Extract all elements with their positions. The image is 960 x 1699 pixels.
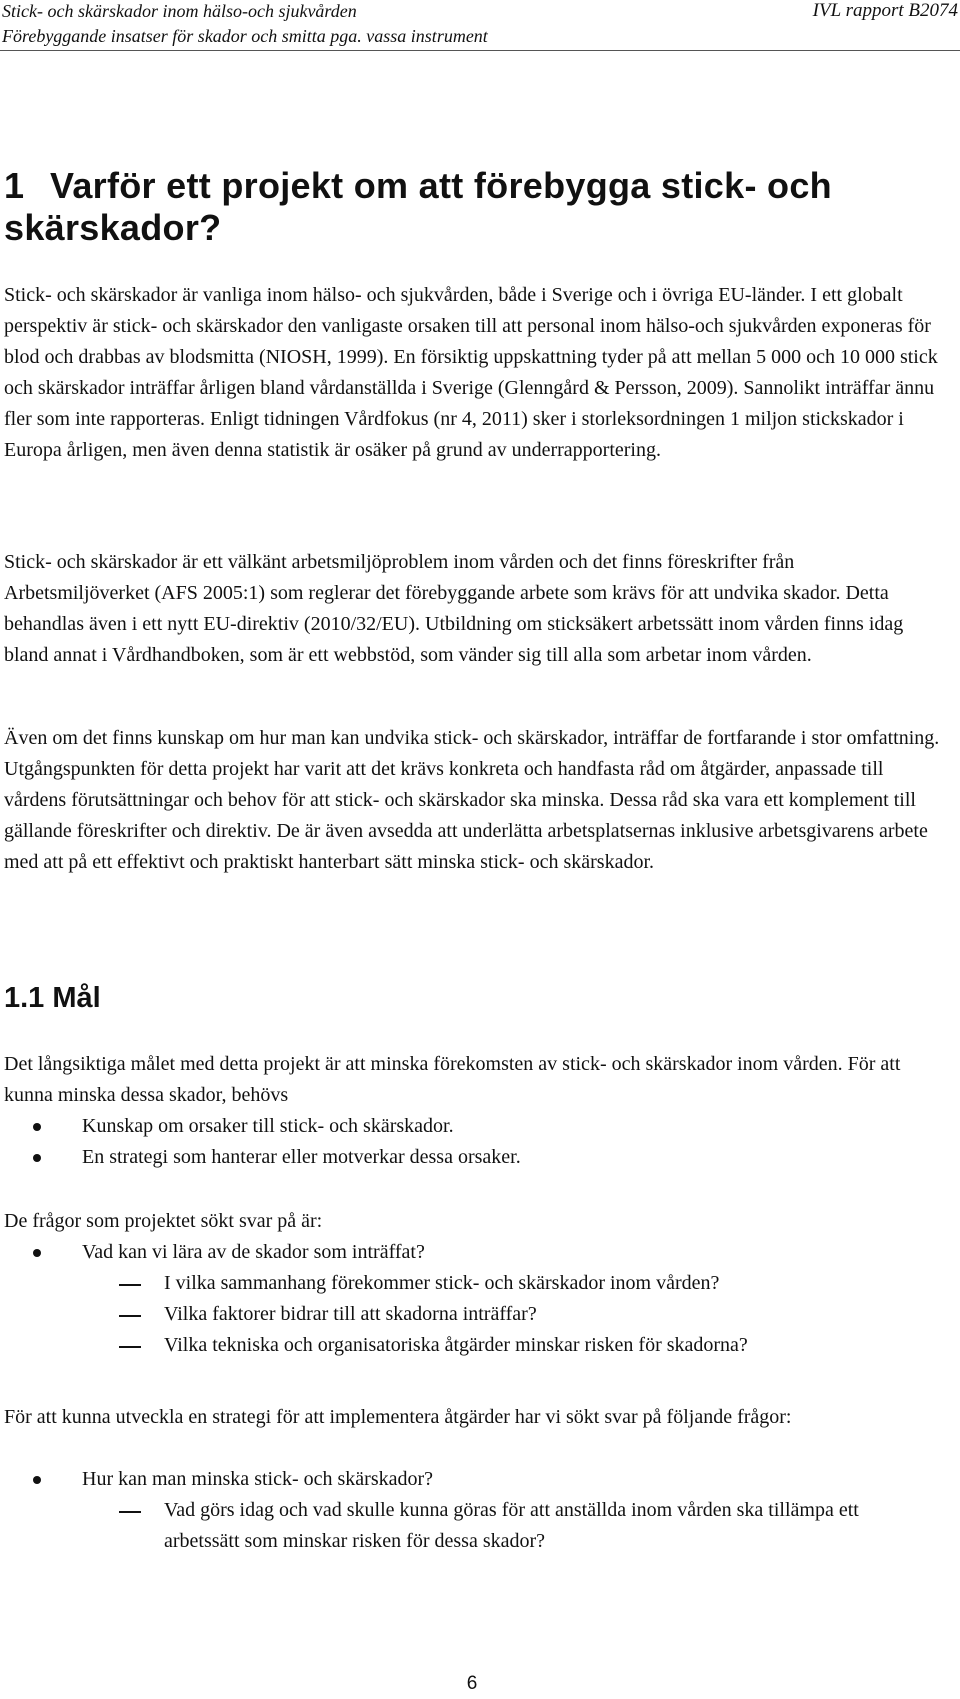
dash-icon (119, 1284, 141, 1286)
sub-list-item (82, 1495, 942, 1557)
strategy-list (4, 1464, 942, 1557)
goal-paragraph: Det långsiktiga målet med detta projekt är att minska förekomsten av stick- och skärskador inom vården. För att kunna minska dessa skador, behövs (4, 1053, 901, 1106)
page-number: 6 (466, 1673, 478, 1694)
list-item (4, 1237, 942, 1361)
dash-icon (119, 1511, 141, 1513)
sub-list-item (82, 1330, 942, 1361)
questions-list (4, 1237, 942, 1361)
sub-list-item-text: Vilka tekniska och organisatoriska åtgärder minskar risken för skadorna? (164, 1334, 748, 1356)
strategy-sub-list (82, 1495, 942, 1557)
bullet-icon (33, 1154, 41, 1162)
questions-intro: De frågor som projektet sökt svar på är: (4, 1210, 323, 1232)
subsection-heading: 1.1 Mål (4, 982, 101, 1014)
strategy-intro: För att kunna utveckla en strategi för att implementera åtgärder har vi sökt svar på följande frågor: (4, 1406, 792, 1428)
sub-list-item-text: Vilka faktorer bidrar till att skadorna inträffar? (164, 1303, 537, 1325)
body-paragraph-1: Stick- och skärskador är vanliga inom hälso- och sjukvården, både i Sverige och i övriga EU-länder. I ett globalt perspektiv är stick- och skärskador den vanligaste orsaken till att personal inom hälso-och sjukvården exponeras för blod och drabbas av blodsmitta (NIOSH, 1999). En försiktig uppskattning tyder på att mellan 5 000 och 10 000 stick och skärskador inträffar årligen bland vårdanställda i Sverige (Glenngård & Persson, 2009). Sannolikt inträffar ännu fler som inte rapporteras. Enligt tidningen Vårdfokus (nr 4, 2011) sker i storleksordningen 1 miljon stickskador i Europa årligen, men även denna statistik är osäker på grund av underrapportering. (4, 284, 938, 461)
dash-icon (119, 1315, 141, 1317)
section-heading (4, 165, 904, 249)
list-item-text: Vad kan vi lära av de skador som inträffat? (82, 1241, 425, 1263)
bullet-icon (33, 1249, 41, 1257)
dash-icon (119, 1346, 141, 1348)
header-document-subtitle: Förebyggande insatser för skador och smitta pga. vassa instrument (2, 26, 488, 46)
list-item (4, 1142, 942, 1173)
list-item-text: Kunskap om orsaker till stick- och skärskador. (82, 1115, 454, 1137)
list-item-text: Hur kan man minska stick- och skärskador? (82, 1468, 434, 1490)
body-paragraph-2: Stick- och skärskador är ett välkänt arbetsmiljöproblem inom vården och det finns föreskrifter från Arbetsmiljöverket (AFS 2005:1) som reglerar det förebyggande arbete som krävs för att undvika skador. Detta behandlas även i ett nytt EU-direktiv (2010/32/EU). Utbildning om sticksäkert arbetssätt inom vården finns idag bland annat i Vårdhandboken, som är ett webbstöd, som vänder sig till alla som arbetar inom vården. (4, 551, 904, 666)
bullet-icon (33, 1476, 41, 1484)
list-item (4, 1464, 942, 1557)
bullet-icon (33, 1123, 41, 1131)
list-item-text: En strategi som hanterar eller motverkar dessa orsaker. (82, 1146, 521, 1168)
body-paragraph-3: Även om det finns kunskap om hur man kan undvika stick- och skärskador, inträffar de fortfarande i stor omfattning. Utgångspunkten för detta projekt har varit att det krävs konkreta och handfasta råd om åtgärder, anpassade till vårdens förutsättningar och behov för att stick- och skärskador ska minska. Dessa råd ska vara ett komplement till gällande föreskrifter och direktiv. De är även avsedda att underlätta arbetsplatsernas inklusive arbetsgivarens arbete med att på ett effektivt och praktiskt hanterbart sätt minska stick- och skärskador. (4, 727, 940, 873)
needs-list (4, 1111, 942, 1173)
section-number: 1 (4, 165, 25, 206)
sub-list-item-text: Vad görs idag och vad skulle kunna göras för att anställda inom vården ska tillämpa ett arbetssätt som minskar risken för dessa skador? (164, 1499, 859, 1552)
header-divider (0, 50, 960, 51)
sub-list-item-text: I vilka sammanhang förekommer stick- och skärskador inom vården? (164, 1272, 720, 1294)
sub-questions-list (82, 1268, 942, 1361)
header-document-title: Stick- och skärskador inom hälso-och sjukvården (2, 1, 357, 21)
page-header (0, 0, 960, 52)
header-report-number: IVL rapport B2074 (812, 0, 958, 21)
list-item (4, 1111, 942, 1142)
sub-list-item (82, 1268, 942, 1299)
section-title: Varför ett projekt om att förebygga stick- och skärskador? (4, 165, 832, 248)
sub-list-item (82, 1299, 942, 1330)
